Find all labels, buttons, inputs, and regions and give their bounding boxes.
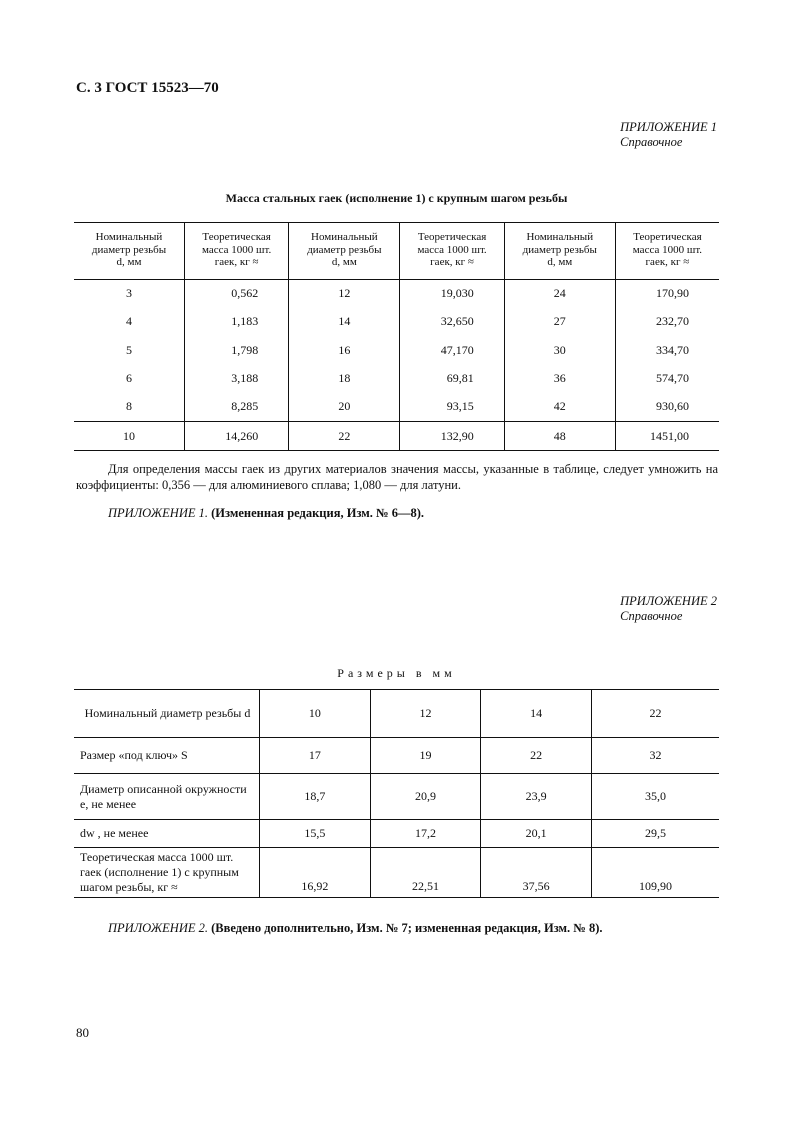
mass-cell: 1451,00 (615, 421, 719, 450)
parameter-value: 20,1 (481, 820, 592, 848)
parameter-label: dw , не менее (74, 820, 260, 848)
mass-table-column-header (74, 223, 184, 280)
dimensions-table-body (74, 690, 719, 898)
dimensions-table-row (74, 690, 719, 738)
column-header-line: d, мм (116, 256, 142, 268)
column-header-line: диаметр резьбы (522, 243, 597, 256)
diameter-cell: 30 (504, 336, 615, 364)
annex1-title: ПРИЛОЖЕНИЕ 1 (620, 120, 717, 134)
column-header-line: Номинальный (526, 231, 594, 243)
diameter-cell: 4 (125, 314, 132, 329)
parameter-value: 17,2 (370, 820, 481, 848)
dimensions-table (74, 689, 719, 898)
mass-cell: 334,70 (615, 336, 719, 364)
mass-table (74, 222, 719, 451)
column-header-line: масса 1000 шт. (417, 243, 487, 256)
dimensions-table-row (74, 848, 719, 898)
mass-table-column-header (184, 223, 288, 280)
mass-table-row (74, 364, 719, 392)
mass-table-column-header (289, 223, 400, 280)
mass-table-row (74, 336, 719, 364)
parameter-value: 22,51 (370, 848, 481, 898)
mass-table-column-header (615, 223, 719, 280)
parameter-value: 19 (370, 738, 481, 774)
mass-cell: 93,15 (400, 393, 504, 422)
annex1-edition-note (108, 506, 424, 521)
parameter-value: 35,0 (591, 774, 719, 820)
table1-caption: Масса стальных гаек (исполнение 1) с крупным шагом резьбы (225, 191, 568, 205)
column-header-line: гаек, кг ≈ (645, 256, 690, 268)
parameter-label: Теоретическая масса 1000 шт. гаек (исполнение 1) с крупным шагом резьбы, кг ≈ (74, 848, 260, 898)
parameter-value: 15,5 (260, 820, 371, 848)
diameter-cell: 3 (125, 286, 132, 301)
parameter-value: 10 (260, 690, 371, 738)
diameter-cell: 8 (125, 399, 132, 414)
mass-table-column-header (400, 223, 504, 280)
diameter-cell: 42 (504, 393, 615, 422)
annex2-title: ПРИЛОЖЕНИЕ 2 (620, 594, 717, 608)
parameter-value: 29,5 (591, 820, 719, 848)
annex2-edit-text: (Введено дополнительно, Изм. № 7; измененная редакция, Изм. № 8). (211, 921, 603, 935)
column-header-line: диаметр резьбы (307, 243, 382, 256)
mass-cell: 232,70 (615, 308, 719, 336)
annex2-subtitle: Справочное (620, 609, 683, 623)
parameter-value: 32 (591, 738, 719, 774)
column-header-line: диаметр резьбы (91, 243, 167, 256)
parameter-value: 23,9 (481, 774, 592, 820)
coefficient-note: Для определения массы гаек из других материалов значения массы, указанные в таблице, следует умножить на коэффициенты: 0,356 — для алюминиевого сплава; 1,080 — для латуни. (76, 462, 718, 492)
column-header-line: гаек, кг ≈ (214, 256, 259, 268)
column-header-line: Теоретическая (417, 231, 487, 243)
annex1-heading (620, 120, 717, 150)
document-header: С. 3 ГОСТ 15523—70 (76, 80, 219, 96)
mass-cell: 19,030 (400, 279, 504, 308)
parameter-value: 37,56 (481, 848, 592, 898)
mass-table-header (74, 223, 719, 280)
mass-cell: 930,60 (615, 393, 719, 422)
mass-table-row (74, 393, 719, 422)
dimensions-table-row (74, 820, 719, 848)
parameter-value: 18,7 (260, 774, 371, 820)
annex1-edit-text: (Измененная редакция, Изм. № 6—8). (211, 506, 425, 520)
diameter-cell: 16 (289, 336, 400, 364)
column-header-line: Номинальный (311, 231, 378, 243)
parameter-value: 20,9 (370, 774, 481, 820)
parameter-value: 22 (591, 690, 719, 738)
parameter-label: Размер «под ключ» S (74, 738, 260, 774)
mass-table-row (74, 308, 719, 336)
mass-cell: 1,183 (184, 308, 288, 336)
mass-table-row (74, 421, 719, 450)
annex2-heading (620, 594, 717, 624)
diameter-cell: 20 (289, 393, 400, 422)
annex2-edit-ref: ПРИЛОЖЕНИЕ 2. (108, 921, 208, 935)
mass-cell: 69,81 (400, 364, 504, 392)
column-header-line: Теоретическая (202, 231, 271, 243)
parameter-value: 109,90 (591, 848, 719, 898)
annex1-edit-ref: ПРИЛОЖЕНИЕ 1. (108, 506, 208, 520)
dimensions-table-row (74, 738, 719, 774)
parameter-value: 22 (481, 738, 592, 774)
mass-cell: 14,260 (184, 421, 288, 450)
diameter-cell: 27 (504, 308, 615, 336)
diameter-cell: 5 (125, 342, 132, 357)
column-header-line: Номинальный (95, 231, 163, 243)
column-header-line: масса 1000 шт. (202, 243, 272, 256)
diameter-cell: 6 (125, 371, 132, 386)
diameter-cell: 14 (289, 308, 400, 336)
mass-cell: 132,90 (400, 421, 504, 450)
parameter-value: 12 (370, 690, 481, 738)
diameter-cell: 48 (504, 421, 615, 450)
parameter-value: 16,92 (260, 848, 371, 898)
dimensions-table-row (74, 774, 719, 820)
mass-cell: 8,285 (184, 393, 288, 422)
mass-cell: 1,798 (184, 336, 288, 364)
mass-cell: 0,562 (184, 279, 288, 308)
mass-cell: 574,70 (615, 364, 719, 392)
column-header-line: масса 1000 шт. (632, 243, 703, 256)
diameter-cell: 36 (504, 364, 615, 392)
diameter-cell: 24 (504, 279, 615, 308)
diameter-cell: 12 (289, 279, 400, 308)
column-header-line: d, мм (547, 256, 573, 268)
parameter-label: Номинальный диаметр резьбы d (74, 690, 260, 738)
table2-units: Размеры в мм (337, 666, 456, 680)
page-number: 80 (76, 1025, 89, 1040)
mass-cell: 3,188 (184, 364, 288, 392)
parameter-label: Диаметр описанной окружности e, не менее (74, 774, 260, 820)
annex2-edition-note (108, 921, 603, 936)
diameter-cell: 18 (289, 364, 400, 392)
diameter-cell: 10 (74, 421, 184, 450)
column-header-line: d, мм (331, 256, 357, 268)
annex1-subtitle: Справочное (620, 135, 683, 149)
mass-table-column-header (504, 223, 615, 280)
mass-cell: 32,650 (400, 308, 504, 336)
mass-cell: 170,90 (615, 279, 719, 308)
diameter-cell: 22 (289, 421, 400, 450)
column-header-line: Теоретическая (633, 231, 702, 243)
mass-cell: 47,170 (400, 336, 504, 364)
column-header-line: гаек, кг ≈ (430, 256, 474, 268)
parameter-value: 14 (481, 690, 592, 738)
mass-table-row (74, 279, 719, 308)
parameter-value: 17 (260, 738, 371, 774)
mass-table-body (74, 279, 719, 451)
